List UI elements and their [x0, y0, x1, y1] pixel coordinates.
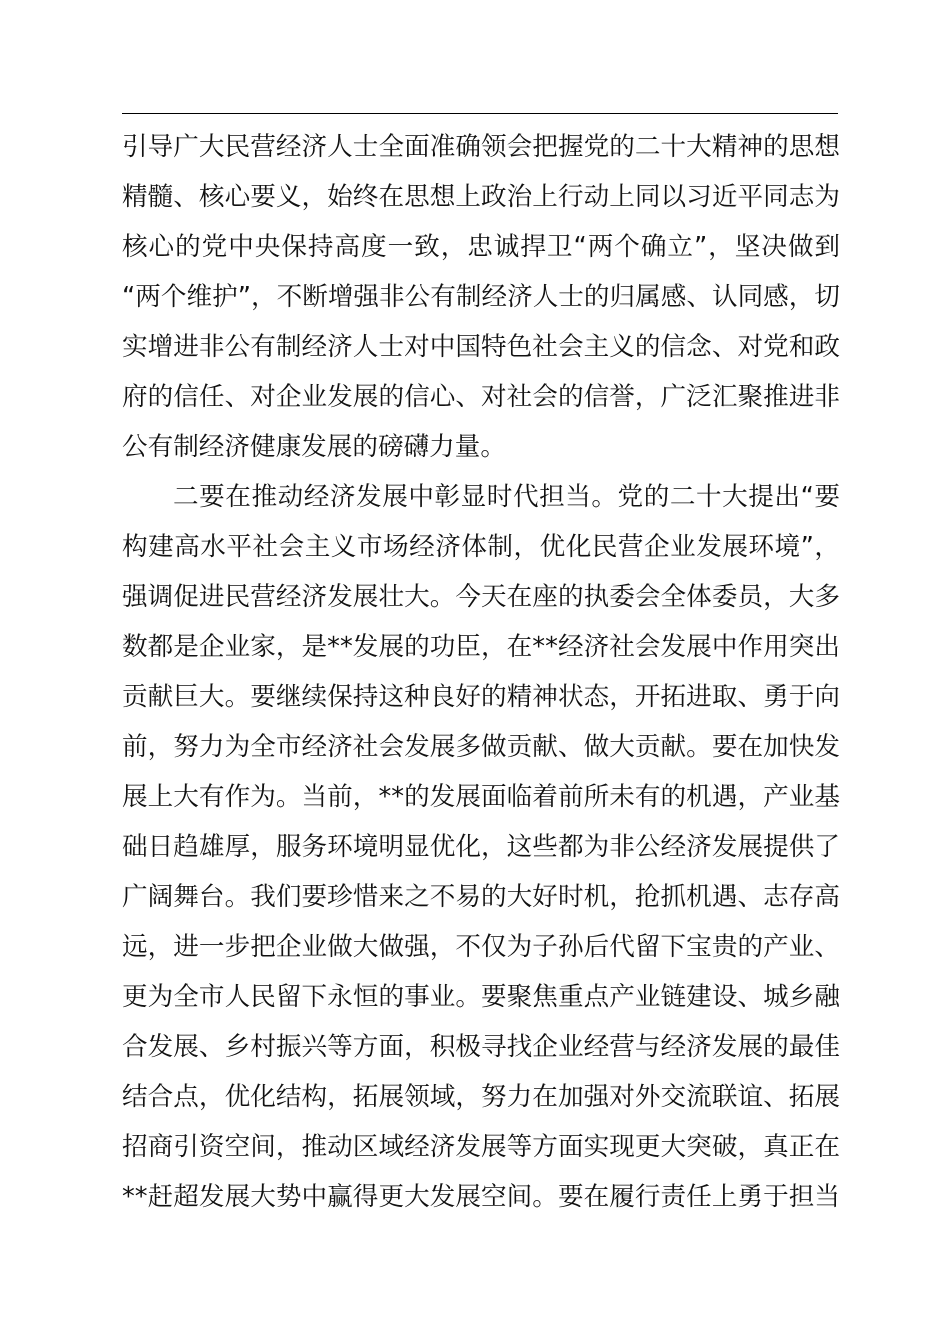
text-line: 础日趋雄厚，服务环境明显优化，这些都为非公经济发展提供了 — [122, 832, 840, 862]
text-line: 核心的党中央保持高度一致，忠诚捍卫“两个确立”，坚决做到 — [122, 232, 840, 262]
text-line: 结合点，优化结构，拓展领域，努力在加强对外交流联谊、拓展 — [122, 1082, 840, 1112]
text-line: 构建高水平社会主义市场经济体制，优化民营企业发展环境”， — [122, 532, 840, 562]
text-line: 数都是企业家，是**发展的功臣，在**经济社会发展中作用突出 — [122, 632, 840, 662]
text-line: 公有制经济健康发展的磅礴力量。 — [122, 432, 506, 462]
text-line: 广阔舞台。我们要珍惜来之不易的大好时机，抢抓机遇、志存高 — [122, 882, 840, 912]
header-rule — [122, 113, 838, 114]
text-line: 贡献巨大。要继续保持这种良好的精神状态，开拓进取、勇于向 — [122, 682, 840, 712]
text-line: 更为全市人民留下永恒的事业。要聚焦重点产业链建设、城乡融 — [122, 982, 840, 1012]
text-line: 展上大有作为。当前，**的发展面临着前所未有的机遇，产业基 — [122, 782, 840, 812]
text-line: 前，努力为全市经济社会发展多做贡献、做大贡献。要在加快发 — [122, 732, 840, 762]
text-line: 合发展、乡村振兴等方面，积极寻找企业经营与经济发展的最佳 — [122, 1032, 840, 1062]
text-line: 招商引资空间，推动区域经济发展等方面实现更大突破，真正在 — [122, 1132, 840, 1162]
paragraph-first-line: 二要在推动经济发展中彰显时代担当。党的二十大提出“要 — [173, 482, 840, 512]
text-line: 强调促进民营经济发展壮大。今天在座的执委会全体委员，大多 — [122, 582, 840, 612]
document-body — [122, 122, 840, 1222]
text-line: **赶超发展大势中赢得更大发展空间。要在履行责任上勇于担当 — [122, 1182, 840, 1212]
text-line: 府的信任、对企业发展的信心、对社会的信誉，广泛汇聚推进非 — [122, 382, 840, 412]
text-line: “两个维护”，不断增强非公有制经济人士的归属感、认同感，切 — [122, 282, 840, 312]
text-line: 远，进一步把企业做大做强，不仅为子孙后代留下宝贵的产业、 — [122, 932, 840, 962]
text-line: 实增进非公有制经济人士对中国特色社会主义的信念、对党和政 — [122, 332, 840, 362]
text-line: 引导广大民营经济人士全面准确领会把握党的二十大精神的思想 — [122, 132, 840, 162]
text-line: 精髓、核心要义，始终在思想上政治上行动上同以习近平同志为 — [122, 182, 840, 212]
